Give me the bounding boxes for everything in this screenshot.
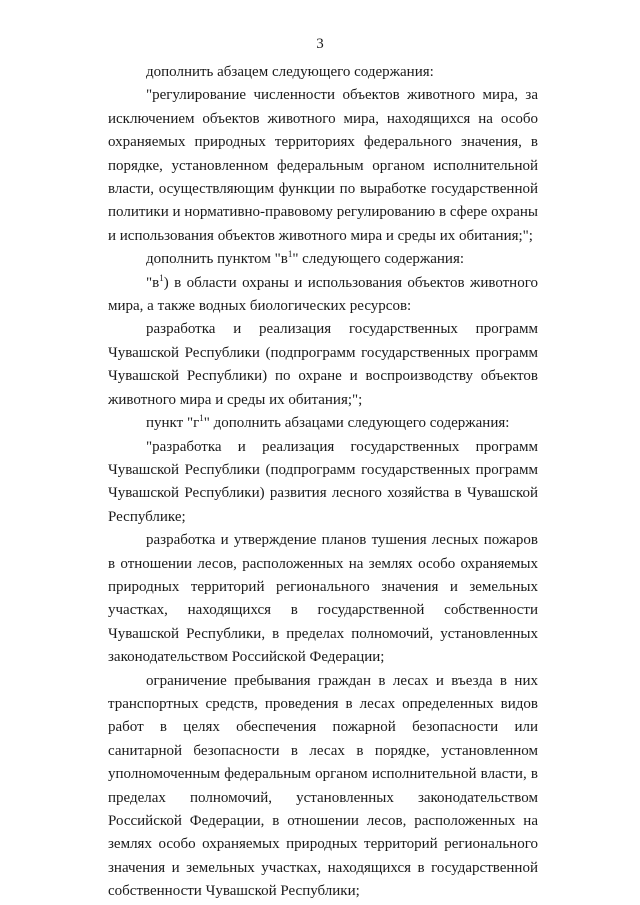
paragraph: ограничение пребывания граждан в лесах и въезда в них транспортных средств, проведения в лесах определенных видов работ в целях обеспечения пожарной безопасности или санитарной безопасности в лесах в порядке, установленном уполномоченным федеральным органом исполнительной власти, в пределах полномочий, установленных законодательством Российской Федерации, в отношении лесов, расположенных на землях особо охраняемых природных территорий регионального значения и земельных участках, находящихся в государственной собственности Чувашской Республики; (108, 672, 538, 900)
paragraph (108, 272, 538, 319)
superscript: 1 (287, 249, 293, 260)
document-body (108, 61, 538, 904)
text-run: дополнить пунктом "в (146, 251, 288, 268)
paragraph: разработка и утверждение планов тушения лесных пожаров в отношении лесов, расположенных на землях особо охраняемых природных территорий регионального значения и земельных участках, находящихся в государственной собственности Чувашской Республики, в пределах полномочий, установленных законодательством Российской Федерации; (108, 532, 538, 666)
text-run: " дополнить абзацами следующего содержания: (203, 415, 510, 432)
text-run: ) в области охраны и использования объектов животного мира, а также водных биологических ресурсов: (108, 274, 538, 315)
paragraph: дополнить абзацем следующего содержания: (146, 64, 434, 80)
superscript: 1 (199, 413, 204, 424)
text-run: пункт "г (146, 415, 200, 432)
paragraph (108, 248, 538, 271)
paragraph: "разработка и реализация государственных программ Чувашской Республики (подпрограмм государственных программ Чувашской Республики) развития лесного хозяйства в Чувашской Республике; (108, 438, 538, 525)
paragraph: "регулирование численности объектов животного мира, за исключением объектов животного мира, находящихся на особо охраняемых природных территориях федерального значения, в порядке, установленном федеральным органом исполнительной власти, осуществляющим функции по выработке государственной политики и нормативно-правовому регулированию в сфере охраны и использования объектов животного мира и среды их обитания;"; (108, 87, 538, 244)
paragraph: разработка и реализация государственных программ Чувашской Республики (подпрограмм государственных программ Чувашской Республики) по охране и воспроизводству объектов животного мира и среды их обитания;"; (108, 321, 538, 408)
text-run: "в (146, 274, 160, 291)
superscript: 1 (159, 272, 164, 283)
paragraph (108, 412, 538, 435)
text-run: " следующего содержания: (292, 251, 465, 268)
page-number: 3 (316, 36, 324, 52)
